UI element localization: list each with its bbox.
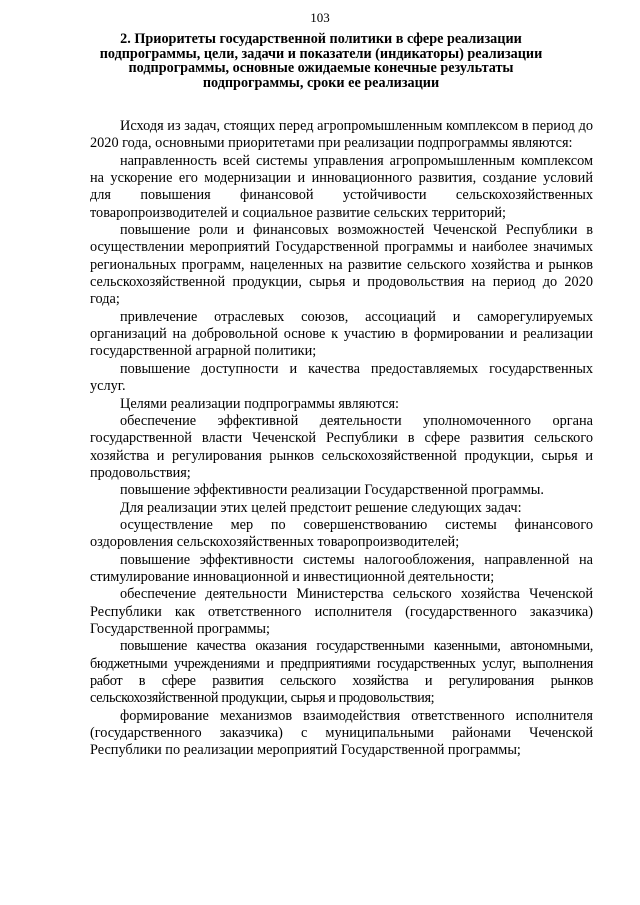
paragraph-task-ministry: обеспечение деятельности Министерства сельского хозяйства Чеченской Республики как ответственного исполнителя (государственного заказчика) Государственной программы;: [90, 586, 593, 637]
paragraph-priority-unions: привлечение отраслевых союзов, ассоциаций и саморегулируемых организаций на добровольной основе к участию в формировании и реализации государственной аграрной политики;: [90, 308, 593, 360]
paragraph-task-municipal: формирование механизмов взаимодействия ответственного исполнителя (государственного заказчика) с муниципальными районами Чеченской Республики по реализации мероприятий Государственной программы;: [90, 707, 593, 759]
paragraph-intro: Исходя из задач, стоящих перед агропромышленным комплексом в период до 2020 года, основными приоритетами при реализации подпрограммы являются:: [90, 118, 593, 152]
paragraph-priority-financial-role: повышение роли и финансовых возможностей Чеченской Республики в осуществлении мероприятий Государственной программы и наиболее значимых региональных программ, нацеленных на развитие сельского хозяйства и рынков сельскохозяйственной продукции, сырья и продовольствия на период до 2020 года;: [90, 222, 593, 308]
section-heading: 2. Приоритеты государственной политики в сфере реализации подпрограммы, цели, задачи и показатели (индикаторы) реализации подпрограммы, основные ожидаемые конечные результаты подпрограммы, сроки ее реализации: [99, 31, 543, 91]
paragraph-priority-services: повышение доступности и качества предоставляемых государственных услуг.: [90, 360, 593, 395]
paragraph-tasks-intro: Для реализации этих целей предстоит решение следующих задач:: [120, 499, 522, 516]
paragraph-goals-intro: Целями реализации подпрограммы являются:: [120, 395, 399, 412]
page-number: 103: [310, 10, 330, 25]
paragraph-task-financial-recovery: осуществление мер по совершенствованию системы финансового оздоровления сельскохозяйственных товаропроизводителей;: [90, 516, 593, 551]
paragraph-goal-authority: обеспечение эффективной деятельности уполномоченного органа государственной власти Чеченской Республики в сфере развития сельского хозяйства и регулирования рынков сельскохозяйственной продукции, сырья и продовольствия;: [90, 412, 593, 481]
paragraph-goal-efficiency: повышение эффективности реализации Государственной программы.: [120, 482, 544, 499]
paragraph-priority-modernization: направленность всей системы управления агропромышленным комплексом на ускорение его модернизации и инновационного развития, создание условий для повышения финансовой устойчивости сельскохозяйственных товаропроизводителей и социальное развитие сельских территорий;: [90, 152, 593, 221]
body-text: [90, 118, 593, 760]
paragraph-task-taxation: повышение эффективности системы налогообложения, направленной на стимулирование инновационной и инвестиционной деятельности;: [90, 551, 593, 585]
paragraph-task-service-quality: повышение качества оказания государственными казенными, автономными, бюджетными учреждениями и предприятиями государственных услуг, выполнения работ в сфере развития сельского хозяйства и регулирования рынков сельскохозяйственной продукции, сырья и продовольствия;: [90, 638, 593, 707]
